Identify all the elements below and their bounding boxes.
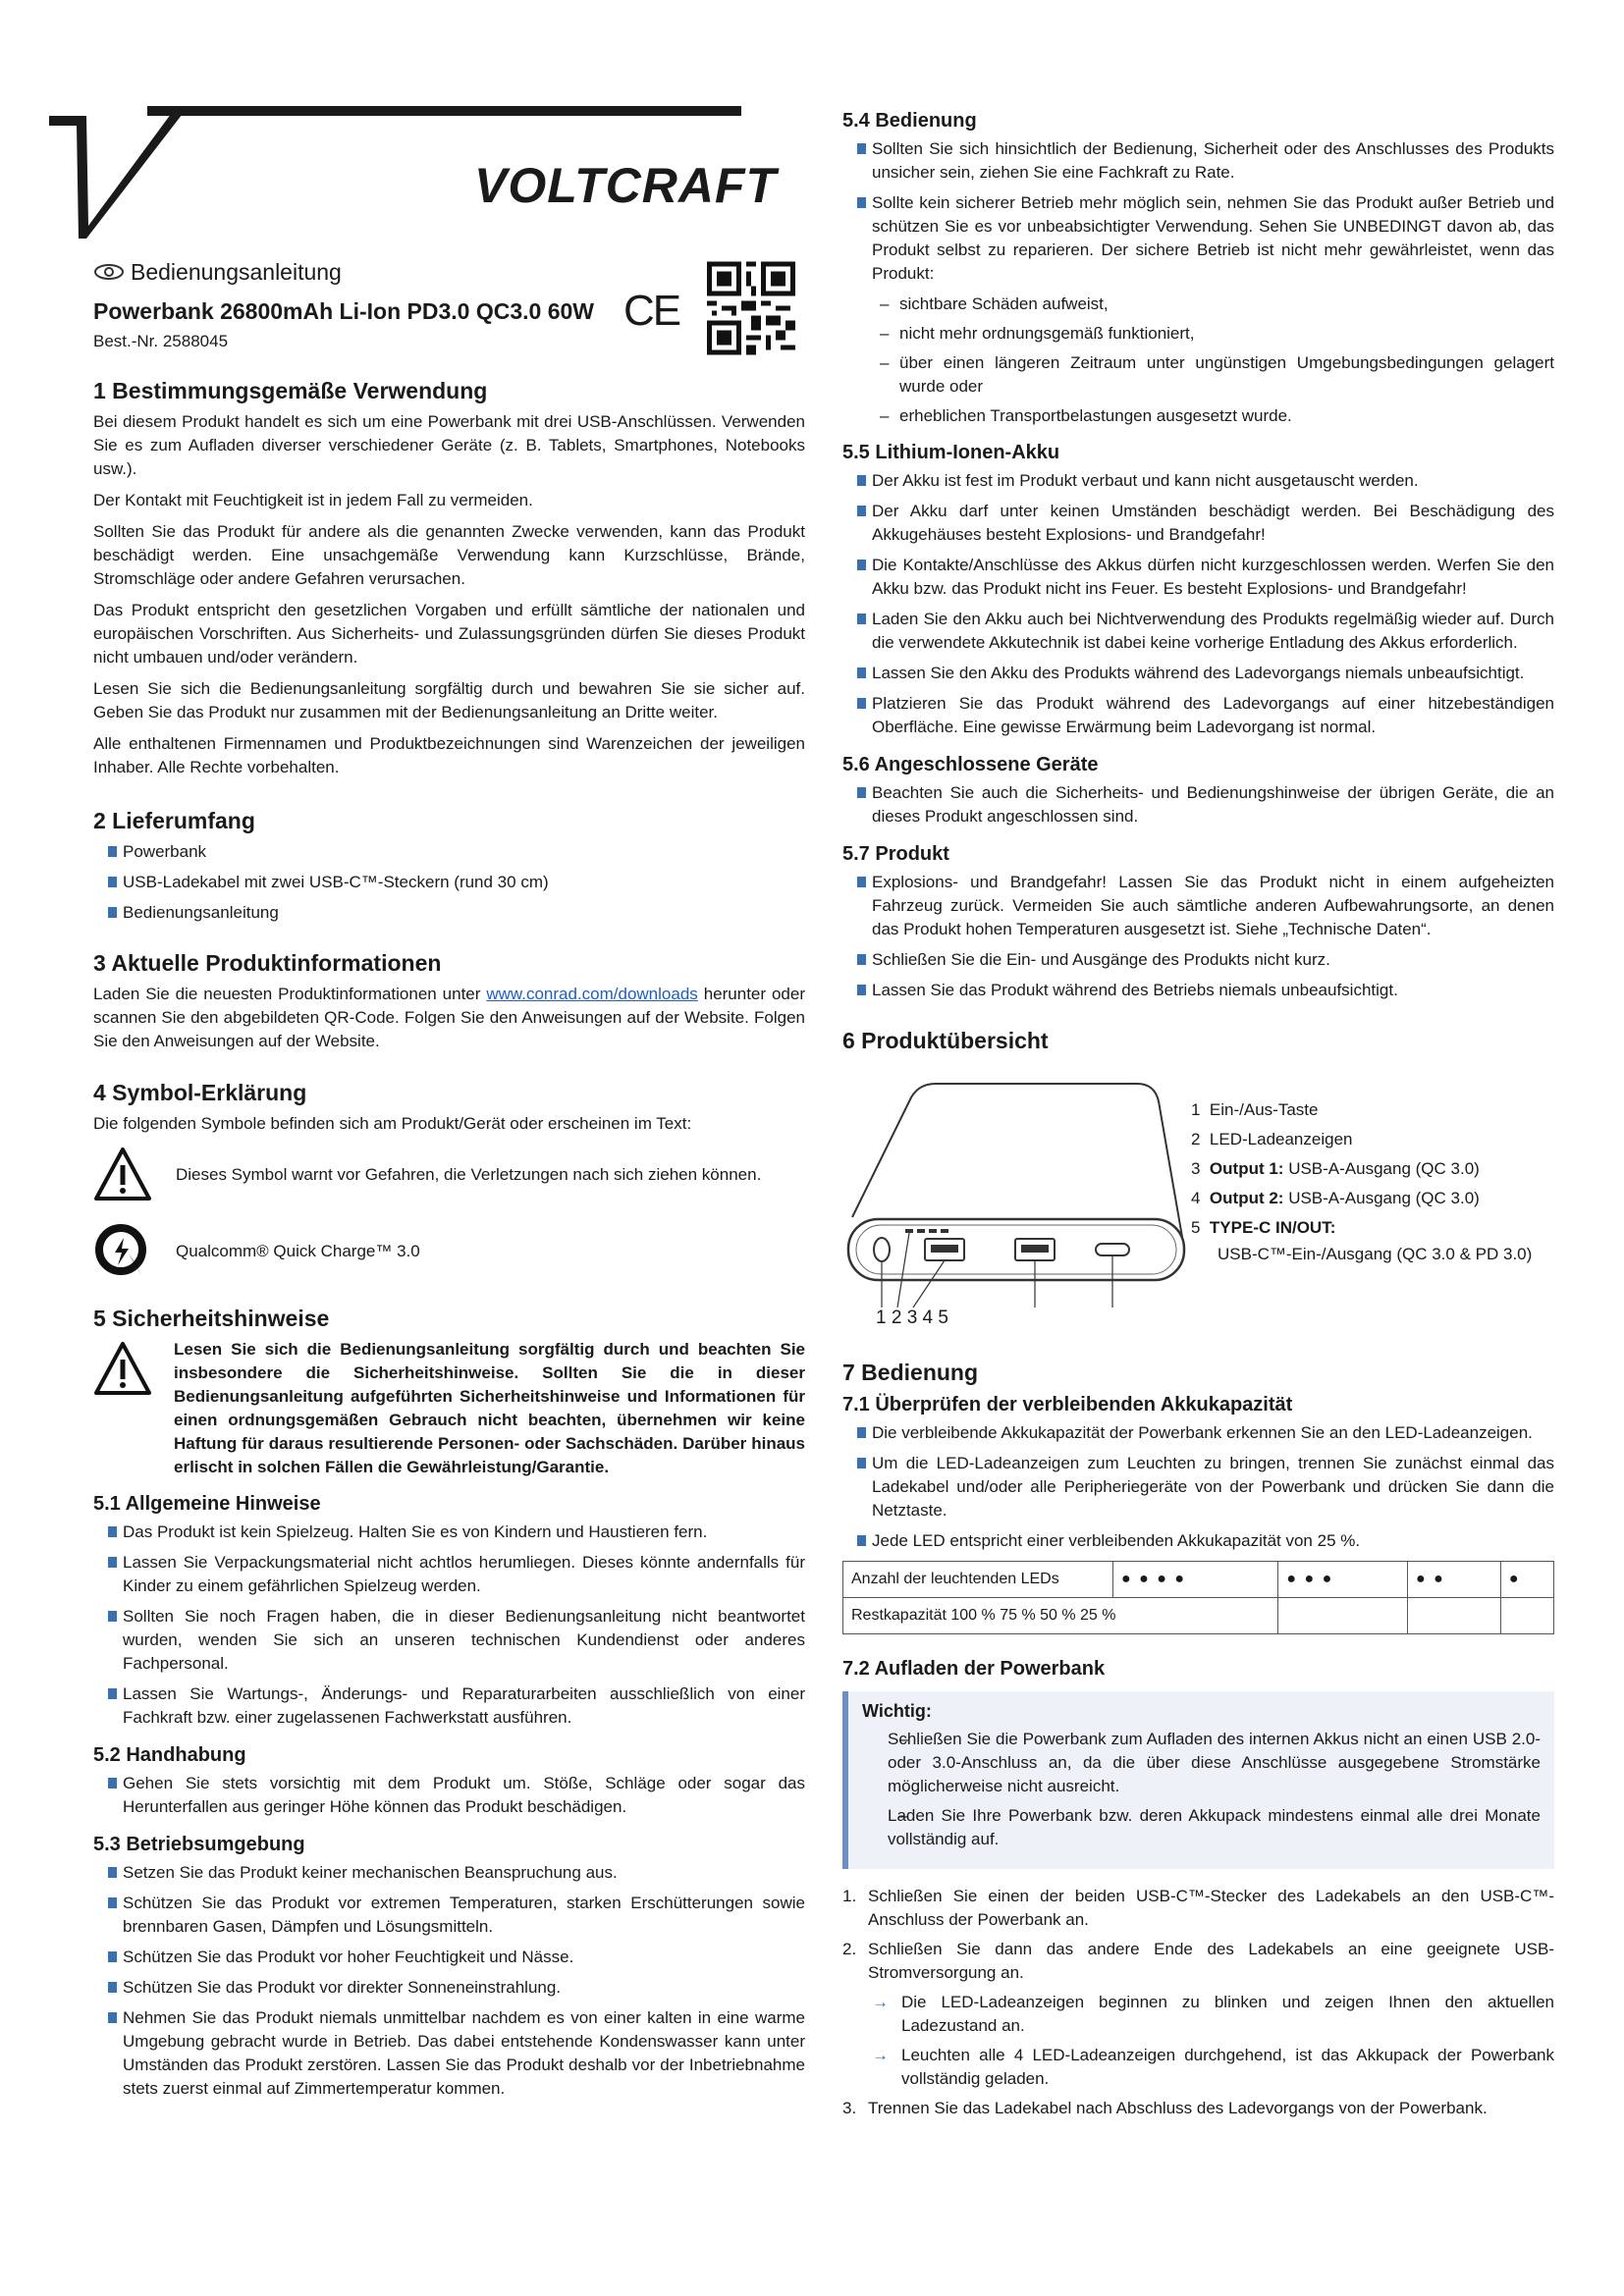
- dash-item: – über einen längeren Zeitraum unter ungünstigen Umgebungsbedingungen gelagert wurde oder: [842, 351, 1554, 399]
- list-item: Das Produkt ist kein Spielzeug. Halten Sie es von Kindern und Haustieren fern.: [93, 1521, 805, 1544]
- list-item: Die Kontakte/Anschlüsse des Akkus dürfen nicht kurzgeschlossen werden. Werfen Sie den Akku bzw. das Produkt nicht ins Feuer. Es besteht Explosions- und Brandgefahr!: [842, 554, 1554, 601]
- list-item: Lassen Sie Wartungs-, Änderungs- und Reparaturarbeiten ausschließlich von einer Fachkraft bzw. einer zugelassenen Fachwerkstatt ausführen.: [93, 1682, 805, 1730]
- s1-paragraph: Sollten Sie das Produkt für andere als die genannten Zwecke verwenden, kann das Produkt beschädigt werden. Eine unsachgemäße Verwendung kann Kurzschlüsse, Brände, Stromschläge oder andere Gefahren verursachen.: [93, 522, 805, 588]
- table-cell: [1278, 1598, 1408, 1634]
- warning-icon: [93, 1146, 152, 1204]
- s72-heading: 7.2 Aufladen der Powerbank: [842, 1658, 1106, 1680]
- s56-heading: 5.6 Angeschlossene Geräte: [842, 754, 1099, 775]
- dash-item: – erheblichen Transportbelastungen ausgesetzt wurde.: [842, 404, 1554, 428]
- product-title: Powerbank 26800mAh Li-Ion PD3.0 QC3.0 60W: [93, 298, 594, 324]
- list-item: Powerbank: [93, 840, 805, 864]
- list-item: Setzen Sie das Produkt keiner mechanischen Beanspruchung aus.: [93, 1861, 805, 1885]
- note-title: Wichtig:: [862, 1701, 932, 1721]
- voltcraft-logo-mark: [49, 106, 216, 243]
- product-figure: [842, 1060, 1554, 1345]
- dash-item: – Laden Sie Ihre Powerbank bzw. deren Akkupack mindestens einmal alle drei Monate vollständig auf.: [862, 1804, 1541, 1851]
- list-item: Sollten Sie sich hinsichtlich der Bedienung, Sicherheit oder des Anschlusses des Produkts unsicher sein, ziehen Sie eine Fachkraft zu Rate.: [842, 137, 1554, 185]
- list-item: Schützen Sie das Produkt vor direkter Sonneneinstrahlung.: [93, 1976, 805, 2000]
- legend-item: 4 Output 2: USB-A-Ausgang (QC 3.0): [1191, 1189, 1480, 1207]
- table-cell: ● ● ● ●: [1113, 1562, 1278, 1598]
- powerbank-illustration: [842, 1060, 1196, 1345]
- s4-heading: 4 Symbol-Erklärung: [93, 1080, 307, 1105]
- list-item: Jede LED entspricht einer verbleibenden Akkukapazität von 25 %.: [842, 1529, 1554, 1553]
- s2-heading: 2 Lieferumfang: [93, 808, 255, 833]
- warning-icon: [93, 1340, 152, 1399]
- dash-item: – nicht mehr ordnungsgemäß funktioniert,: [842, 322, 1554, 346]
- eye-icon: [93, 263, 125, 281]
- table-cell: ● ●: [1407, 1562, 1500, 1598]
- list-item: Platzieren Sie das Produkt während des Ladevorgangs auf einer hitzebeständigen Oberfläche. Eine gewisse Erwärmung beim Ladevorgang ist normal.: [842, 692, 1554, 739]
- downloads-link[interactable]: www.conrad.com/downloads: [486, 985, 698, 1003]
- list-item: Die verbleibende Akkukapazität der Powerbank erkennen Sie an den LED-Ladeanzeigen.: [842, 1421, 1554, 1445]
- legend-sub: USB-C™-Ein-/Ausgang (QC 3.0 & PD 3.0): [1218, 1245, 1533, 1263]
- list-item: Um die LED-Ladeanzeigen zum Leuchten zu bringen, trennen Sie zunächst einmal das Ladekabel und/oder alle Peripheriegeräte von der Powerbank und drücken Sie dann die Netztaste.: [842, 1452, 1554, 1522]
- quick-charge-icon: [93, 1222, 152, 1281]
- list-item: Sollten Sie noch Fragen haben, die in dieser Bedienungsanleitung nicht beantwortet wurden, wenden Sie sich an unseren technischen Kundendienst oder anderes Fachpersonal.: [93, 1605, 805, 1676]
- table-cell: [1500, 1598, 1553, 1634]
- s1-paragraph: Der Kontakt mit Feuchtigkeit ist in jedem Fall zu vermeiden.: [93, 491, 533, 509]
- s3-paragraph: Laden Sie die neuesten Produktinformationen unter www.conrad.com/downloads herunter oder scannen Sie den abgebildeten QR-Code. Folgen Sie den Anweisungen auf der Website. Folgen Sie den Anweisungen auf der Website.: [93, 985, 805, 1050]
- table-row: [843, 1598, 1554, 1634]
- list-item: Laden Sie den Akku auch bei Nichtverwendung des Produkts regelmäßig wieder auf. Durch die verwendete Akkutechnik ist dabei keine vorherige Entladung des Akkus erforderlich.: [842, 608, 1554, 655]
- brand-logo: VOLTCRAFT: [474, 158, 778, 213]
- legend-item: 1 Ein-/Aus-Taste: [1191, 1100, 1319, 1119]
- list-item: Schützen Sie das Produkt vor hoher Feuchtigkeit und Nässe.: [93, 1946, 805, 1969]
- list-item: Lassen Sie den Akku des Produkts während des Ladevorgangs niemals unbeaufsichtigt.: [842, 662, 1554, 685]
- s1-paragraph: Alle enthaltenen Firmennamen und Produktbezeichnungen sind Warenzeichen der jeweiligen Inhaber. Alle Rechte vorbehalten.: [93, 734, 805, 776]
- quick-charge-text: Qualcomm® Quick Charge™ 3.0: [176, 1242, 420, 1260]
- list-item: Explosions- und Brandgefahr! Lassen Sie das Produkt nicht in einem aufgeheizten Fahrzeug zurück. Vermeiden Sie auch sämtliche anderen Aufbewahrungsorte, an denen das Produkt hohen Temperaturen ausgesetzt ist. Siehe „Technische Daten“.: [842, 871, 1554, 941]
- list-item: Lassen Sie Verpackungsmaterial nicht achtlos herumliegen. Dieses könnte andernfalls für Kinder zu einem gefährlichen Spielzeug werden.: [93, 1551, 805, 1598]
- table-cell: ● ● ●: [1278, 1562, 1408, 1598]
- right-column: [842, 108, 1554, 2126]
- s1-paragraph: Lesen Sie sich die Bedienungsanleitung sorgfältig durch und bewahren Sie sie sicher auf. Geben Sie das Produkt nur zusammen mit der Bedienungsanleitung an Dritte weiter.: [93, 679, 805, 721]
- legend-item: 2 LED-Ladeanzeigen: [1191, 1130, 1353, 1148]
- s1-paragraph: Bei diesem Produkt handelt es sich um eine Powerbank mit drei USB-Anschlüssen. Verwenden Sie es zum Aufladen diverser verschiedener Geräte (z. B. Tablets, Smartphones, Notebooks usw.).: [93, 412, 805, 478]
- warning-symbol-text: Dieses Symbol warnt vor Gefahren, die Verletzungen nach sich ziehen können.: [176, 1165, 762, 1184]
- table-cell: Restkapazität 100 % 75 % 50 % 25 %: [843, 1598, 1278, 1634]
- s55-heading: 5.5 Lithium-Ionen-Akku: [842, 442, 1060, 463]
- s1-heading: 1 Bestimmungsgemäße Verwendung: [93, 378, 488, 403]
- s1-paragraph: Das Produkt entspricht den gesetzlichen Vorgaben und erfüllt sämtliche der nationalen und europäischen Vorschriften. Aus Sicherheits- und Zulassungsgründen dürfen Sie dieses Produkt nicht umbauen und/oder verändern.: [93, 601, 805, 667]
- s6-heading: 6 Produktübersicht: [842, 1028, 1049, 1053]
- qr-code: [707, 261, 795, 355]
- legend-item: 5 TYPE-C IN/OUT:: [1191, 1218, 1336, 1237]
- s52-heading: 5.2 Handhabung: [93, 1744, 246, 1766]
- step-item: 3. Trennen Sie das Ladekabel nach Abschluss des Ladevorgangs von der Powerbank.: [842, 2099, 1488, 2117]
- arrow-right-icon: →: [872, 1993, 889, 2011]
- table-cell: [1407, 1598, 1500, 1634]
- result-item: → Leuchten alle 4 LED-Ladeanzeigen durchgehend, ist das Akkupack der Powerbank vollständig geladen.: [872, 2046, 1554, 2088]
- table-cell: ●: [1500, 1562, 1553, 1598]
- list-item: Schließen Sie die Ein- und Ausgänge des Produkts nicht kurz.: [842, 948, 1554, 972]
- s5-warning-text: Lesen Sie sich die Bedienungsanleitung sorgfältig durch und beachten Sie insbesondere die Sicherheitshinweise. Sollten Sie die in dieser Bedienungsanleitung aufgeführten Sicherheitshinweise und Informationen für einen ordnungsgemäßen Gebrauch nicht beachten, übernehmen wir keine Haftung für daraus resultierende Personen- oder Sachschäden. Darüber hinaus erlischt in solchen Fällen die Gewährleistung/Garantie.: [174, 1340, 805, 1476]
- dash-item: – Schließen Sie die Powerbank zum Aufladen des internen Akkus nicht an einen USB 2.0- oder 3.0-Anschluss an, da die über diese Anschlüsse ausgegebene Stromstärke möglicherweise nicht ausreicht.: [862, 1728, 1541, 1798]
- list-item: Bedienungsanleitung: [93, 901, 805, 925]
- table-row: [843, 1562, 1554, 1598]
- s53-heading: 5.3 Betriebsumgebung: [93, 1834, 305, 1855]
- step-item: 2. Schließen Sie dann das andere Ende des Ladekabels an eine geeignete USB-Stromversorgung an.: [842, 1940, 1554, 1982]
- ce-mark: CE: [623, 287, 680, 335]
- s7-heading: 7 Bedienung: [842, 1360, 979, 1385]
- list-item: Der Akku ist fest im Produkt verbaut und kann nicht ausgetauscht werden.: [842, 469, 1554, 493]
- step-item: 1. Schließen Sie einen der beiden USB-C™-Stecker des Ladekabels an den USB-C™-Anschluss der Powerbank an.: [842, 1887, 1554, 1929]
- s57-heading: 5.7 Produkt: [842, 843, 949, 865]
- result-item: → Die LED-Ladeanzeigen beginnen zu blinken und zeigen Ihnen den aktuellen Ladezustand an.: [872, 1993, 1554, 2035]
- arrow-right-icon: →: [872, 2046, 889, 2064]
- doc-type: Bedienungsanleitung: [131, 259, 342, 285]
- list-item: Schützen Sie das Produkt vor extremen Temperaturen, starken Erschütterungen sowie brennbaren Gasen, Dämpfen und Lösungsmitteln.: [93, 1892, 805, 1939]
- list-item: Gehen Sie stets vorsichtig mit dem Produkt um. Stöße, Schläge oder sogar das Herunterfallen aus geringer Höhe können das Produkt beschädigen.: [93, 1772, 805, 1819]
- list-item: Sollte kein sicherer Betrieb mehr möglich sein, nehmen Sie das Produkt außer Betrieb und schützen Sie es vor unbeabsichtigter Verwendung. Sehen Sie UNBEDINGT davon ab, das Produkt selbst zu reparieren. Der sichere Betrieb ist nicht mehr gewährleistet, wenn das Produkt:: [842, 191, 1554, 286]
- s71-heading: 7.1 Überprüfen der verbleibenden Akkukapazität: [842, 1394, 1293, 1415]
- figure-legend: [1191, 1095, 1532, 1266]
- figure-callout-numbers: 1 2 3 4 5: [876, 1308, 948, 1328]
- header-rule: [147, 106, 741, 116]
- left-column: [93, 257, 805, 2108]
- s51-heading: 5.1 Allgemeine Hinweise: [93, 1493, 321, 1515]
- important-note: [842, 1691, 1554, 1869]
- list-item: Lassen Sie das Produkt während des Betriebs niemals unbeaufsichtigt.: [842, 979, 1554, 1002]
- table-cell: Anzahl der leuchtenden LEDs: [843, 1562, 1113, 1598]
- led-capacity-table: [842, 1561, 1554, 1634]
- list-item: USB-Ladekabel mit zwei USB-C™-Steckern (rund 30 cm): [93, 871, 805, 894]
- s5-heading: 5 Sicherheitshinweise: [93, 1306, 330, 1331]
- dash-item: – sichtbare Schäden aufweist,: [842, 293, 1554, 316]
- list-item: Nehmen Sie das Produkt niemals unmittelbar nachdem es von einer kalten in eine warme Umgebung gebracht wurde in Betrieb. Das dabei entstehende Kondenswasser kann unter Umständen das Produkt zerstören. Lassen Sie das Produkt deshalb vor der Inbetriebnahme stets zuerst einmal auf Zimmertemperatur kommen.: [93, 2006, 805, 2101]
- order-number: Best.-Nr. 2588045: [93, 332, 229, 350]
- list-item: Der Akku darf unter keinen Umständen beschädigt werden. Bei Beschädigung des Akkugehäuses besteht Explosions- und Brandgefahr!: [842, 500, 1554, 547]
- s54-heading: 5.4 Bedienung: [842, 110, 977, 132]
- legend-item: 3 Output 1: USB-A-Ausgang (QC 3.0): [1191, 1159, 1480, 1178]
- s4-intro: Die folgenden Symbole befinden sich am Produkt/Gerät oder erscheinen im Text:: [93, 1114, 692, 1133]
- s3-heading: 3 Aktuelle Produktinformationen: [93, 950, 442, 976]
- list-item: Beachten Sie auch die Sicherheits- und Bedienungshinweise der übrigen Geräte, die an dieses Produkt angeschlossen sind.: [842, 781, 1554, 828]
